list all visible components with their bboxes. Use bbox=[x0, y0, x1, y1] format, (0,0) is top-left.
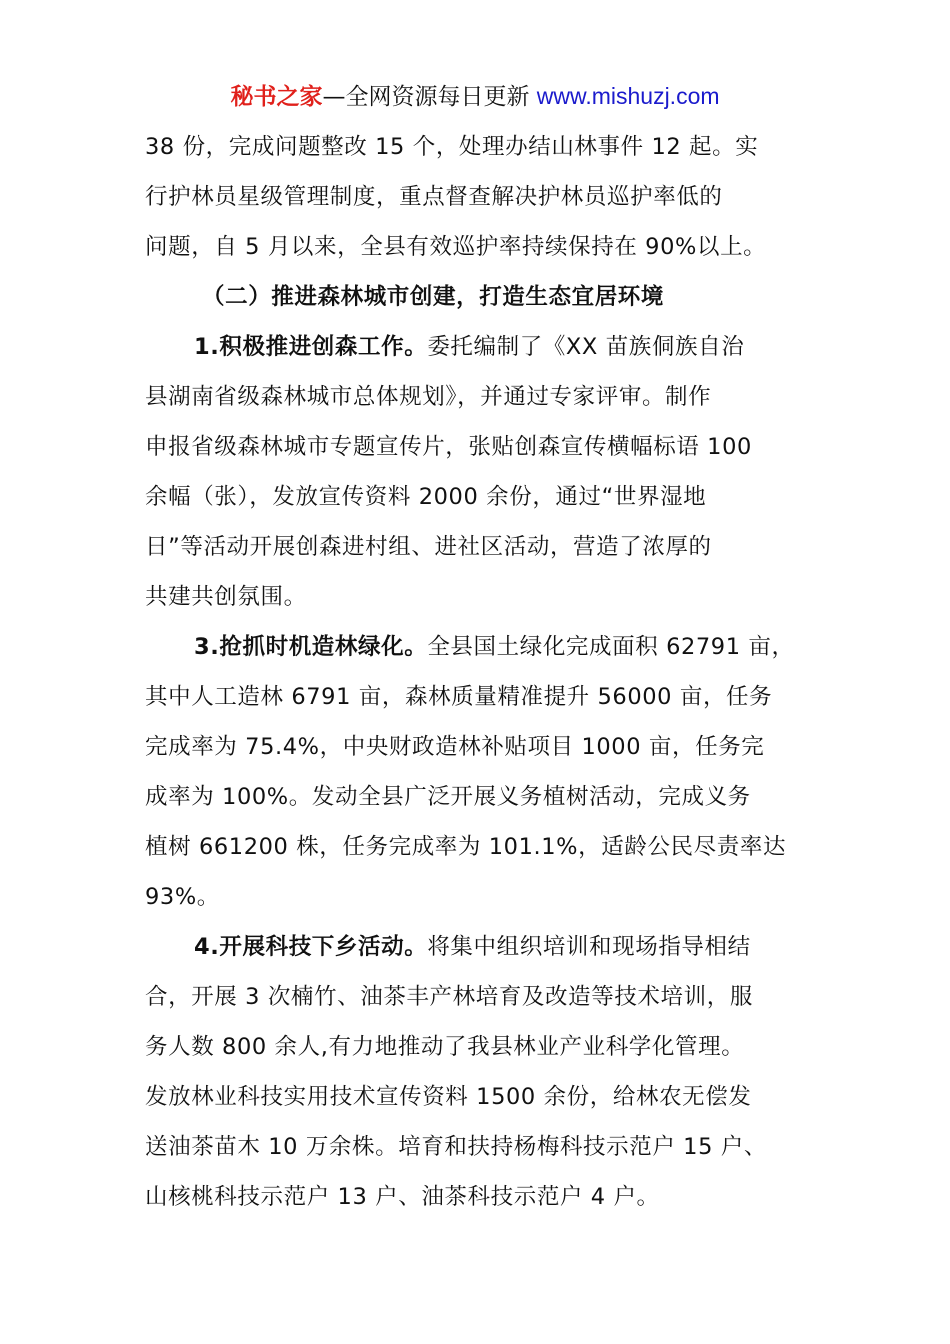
paragraph-line: 93%。 bbox=[145, 884, 220, 910]
item-4-first-line bbox=[194, 922, 751, 972]
paragraph-line: 送油茶苗木 10 万余株。培育和扶持杨梅科技示范户 15 户、 bbox=[145, 1134, 767, 1160]
paragraph-line: 其中人工造林 6791 亩，森林质量精准提升 56000 亩，任务 bbox=[145, 684, 773, 710]
item-4-text: 将集中组织培训和现场指导相结 bbox=[427, 934, 751, 960]
paragraph-line: 县湖南省级森林城市总体规划》，并通过专家评审。制作 bbox=[145, 384, 712, 410]
paragraph-line: 合，开展 3 次楠竹、油茶丰产林培育及改造等技术培训，服 bbox=[145, 984, 753, 1010]
section-heading: （二）推进森林城市创建，打造生态宜居环境 bbox=[202, 284, 665, 310]
brand-name: 秘书之家 bbox=[230, 84, 323, 110]
site-header bbox=[0, 80, 950, 113]
paragraph-line: 余幅（张），发放宣传资料 2000 余份，通过“世界湿地 bbox=[145, 484, 707, 510]
header-tagline: —全网资源每日更新 bbox=[322, 84, 537, 110]
item-3-first-line bbox=[194, 622, 795, 672]
paragraph-line: 问题，自 5 月以来，全县有效巡护率持续保持在 90%以上。 bbox=[145, 234, 767, 260]
paragraph-line: 植树 661200 株，任务完成率为 101.1%，适龄公民尽责率达 bbox=[145, 834, 787, 860]
item-1-first-line bbox=[194, 322, 744, 372]
paragraph-line: 务人数 800 余人,有力地推动了我县林业产业科学化管理。 bbox=[145, 1034, 745, 1060]
item-1-title: 1.积极推进创森工作。 bbox=[194, 334, 428, 360]
paragraph-line: 发放林业科技实用技术宣传资料 1500 余份，给林农无偿发 bbox=[145, 1084, 752, 1110]
paragraph-line: 申报省级森林城市专题宣传片，张贴创森宣传横幅标语 100 bbox=[145, 434, 752, 460]
paragraph-line: 共建共创氛围。 bbox=[145, 584, 307, 610]
paragraph-line: 行护林员星级管理制度，重点督查解决护林员巡护率低的 bbox=[145, 184, 723, 210]
paragraph-line: 完成率为 75.4%，中央财政造林补贴项目 1000 亩，任务完 bbox=[145, 734, 765, 760]
site-url-link[interactable]: www.mishuzj.com bbox=[536, 83, 720, 109]
item-3-title: 3.抢抓时机造林绿化。 bbox=[194, 634, 428, 660]
item-3-text: 全县国土绿化完成面积 62791 亩， bbox=[427, 634, 795, 660]
paragraph-line: 成率为 100%。发动全县广泛开展义务植树活动，完成义务 bbox=[145, 784, 751, 810]
item-4-title: 4.开展科技下乡活动。 bbox=[194, 934, 428, 960]
item-1-text: 委托编制了《XX 苗族侗族自治 bbox=[427, 334, 745, 360]
paragraph-line: 38 份，完成问题整改 15 个，处理办结山林事件 12 起。实 bbox=[145, 134, 759, 160]
paragraph-line: 山核桃科技示范户 13 户、油茶科技示范户 4 户。 bbox=[145, 1184, 660, 1210]
paragraph-line: 日”等活动开展创森进村组、进社区活动，营造了浓厚的 bbox=[145, 534, 712, 560]
